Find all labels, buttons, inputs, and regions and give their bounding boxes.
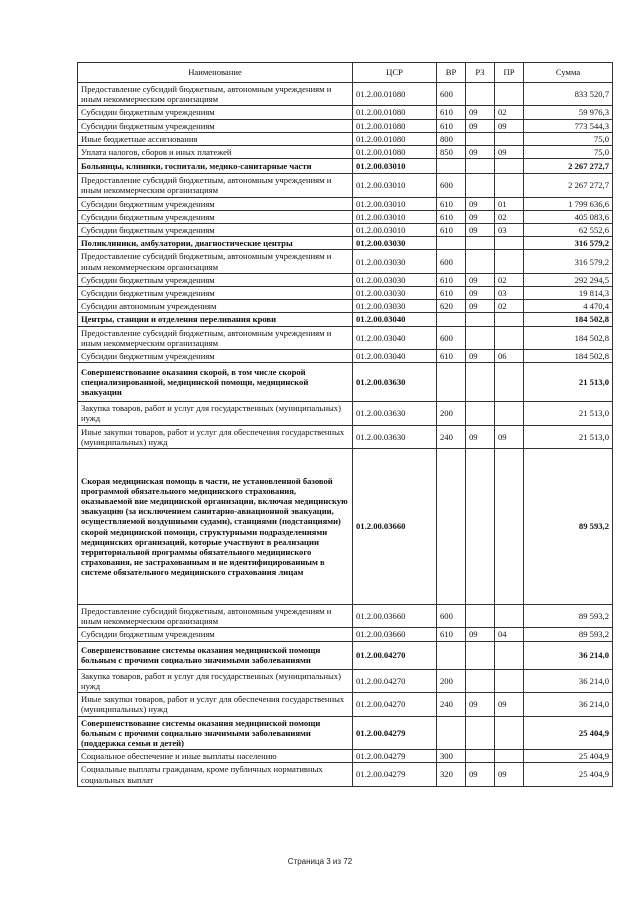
cell-vr: 610	[437, 197, 466, 210]
cell-csr: 01.2.00.03660	[353, 628, 437, 641]
cell-vr: 240	[437, 425, 466, 448]
cell-name: Субсидии бюджетным учреждениям	[78, 273, 353, 286]
cell-rz	[466, 402, 495, 425]
cell-rz: 09	[466, 287, 495, 300]
cell-vr: 600	[437, 605, 466, 628]
cell-csr: 01.2.00.01080	[353, 132, 437, 145]
cell-pr	[495, 669, 524, 692]
cell-rz: 09	[466, 273, 495, 286]
table-row	[78, 363, 613, 402]
cell-csr: 01.2.00.03630	[353, 425, 437, 448]
cell-rz	[466, 716, 495, 750]
cell-rz	[466, 313, 495, 326]
cell-sum: 292 294,5	[524, 273, 613, 286]
cell-sum: 184 502,8	[524, 313, 613, 326]
cell-name: Субсидии бюджетным учреждениям	[78, 106, 353, 119]
cell-csr: 01.2.00.01080	[353, 119, 437, 132]
cell-vr: 850	[437, 146, 466, 159]
cell-name: Скорая медицинская помощь в части, не установленной базовой программой обязательного медицинского страхования, оказываемой вне медицинской организации, включая медицинскую эвакуацию (за исключением санитарно-авиационной эвакуации, осуществляемой воздушными судами), станциями (подстанциями) скорой медицинской помощи, структурными подразделениями медицинских организаций, которые участвуют в реализации территориальной программы обязательного медицинского страхования, не застрахованным и не идентифицированным в системе обязательного медицинского страхования лицам	[78, 449, 353, 605]
cell-csr: 01.2.00.03040	[353, 313, 437, 326]
table-row	[78, 119, 613, 132]
cell-name: Социальные выплаты гражданам, кроме публичных нормативных социальных выплат	[78, 763, 353, 786]
cell-sum: 21 513,0	[524, 363, 613, 402]
cell-vr	[437, 641, 466, 669]
cell-pr	[495, 174, 524, 197]
cell-name: Совершенствование оказания скорой, в том числе скорой специализированной, медицинской помощи, медицинской эвакуации	[78, 363, 353, 402]
table-row	[78, 716, 613, 750]
cell-sum: 36 214,0	[524, 693, 613, 716]
cell-rz: 09	[466, 106, 495, 119]
table-row	[78, 693, 613, 716]
cell-sum: 2 267 272,7	[524, 159, 613, 174]
cell-name: Субсидии бюджетным учреждениям	[78, 197, 353, 210]
cell-csr: 01.2.00.01080	[353, 106, 437, 119]
cell-rz: 09	[466, 628, 495, 641]
cell-name: Уплата налогов, сборов и иных платежей	[78, 146, 353, 159]
table-row	[78, 210, 613, 223]
table-row	[78, 237, 613, 250]
table-row	[78, 106, 613, 119]
cell-vr: 300	[437, 750, 466, 763]
cell-csr: 01.2.00.03040	[353, 326, 437, 349]
cell-sum: 2 267 272,7	[524, 174, 613, 197]
cell-sum: 316 579,2	[524, 250, 613, 273]
cell-vr	[437, 237, 466, 250]
cell-pr	[495, 641, 524, 669]
cell-vr: 200	[437, 669, 466, 692]
table-row	[78, 224, 613, 237]
cell-vr: 610	[437, 106, 466, 119]
cell-pr: 04	[495, 628, 524, 641]
cell-vr: 200	[437, 402, 466, 425]
cell-vr	[437, 313, 466, 326]
cell-vr: 610	[437, 628, 466, 641]
cell-csr: 01.2.00.03030	[353, 287, 437, 300]
cell-sum: 36 214,0	[524, 669, 613, 692]
cell-csr: 01.2.00.04279	[353, 716, 437, 750]
cell-pr	[495, 83, 524, 106]
cell-sum: 21 513,0	[524, 402, 613, 425]
cell-rz: 09	[466, 224, 495, 237]
cell-rz	[466, 641, 495, 669]
table-header-row	[78, 63, 613, 83]
cell-rz: 09	[466, 300, 495, 313]
table-row	[78, 641, 613, 669]
cell-pr	[495, 159, 524, 174]
cell-sum: 62 552,6	[524, 224, 613, 237]
cell-csr: 01.2.00.03010	[353, 197, 437, 210]
cell-csr: 01.2.00.03030	[353, 273, 437, 286]
cell-csr: 01.2.00.03660	[353, 449, 437, 605]
cell-rz	[466, 83, 495, 106]
cell-pr: 06	[495, 350, 524, 363]
cell-name: Субсидии бюджетным учреждениям	[78, 628, 353, 641]
cell-pr: 09	[495, 763, 524, 786]
cell-rz: 09	[466, 350, 495, 363]
cell-sum: 75,0	[524, 146, 613, 159]
cell-vr: 800	[437, 132, 466, 145]
cell-csr: 01.2.00.03010	[353, 210, 437, 223]
table-row	[78, 402, 613, 425]
cell-name: Предоставление субсидий бюджетным, автономным учреждениям и иным некоммерческим организациям	[78, 605, 353, 628]
cell-csr: 01.2.00.03030	[353, 250, 437, 273]
cell-pr: 02	[495, 273, 524, 286]
cell-rz	[466, 605, 495, 628]
cell-rz	[466, 669, 495, 692]
cell-csr: 01.2.00.03030	[353, 300, 437, 313]
cell-vr	[437, 363, 466, 402]
cell-rz: 09	[466, 425, 495, 448]
cell-sum: 89 593,2	[524, 449, 613, 605]
table-row	[78, 449, 613, 605]
cell-vr: 610	[437, 210, 466, 223]
cell-name: Центры, станции и отделения переливания крови	[78, 313, 353, 326]
cell-vr: 320	[437, 763, 466, 786]
cell-pr	[495, 313, 524, 326]
cell-name: Предоставление субсидий бюджетным, автономным учреждениям и иным некоммерческим организациям	[78, 83, 353, 106]
table-row	[78, 273, 613, 286]
cell-vr	[437, 716, 466, 750]
cell-name: Предоставление субсидий бюджетным, автономным учреждениям и иным некоммерческим организациям	[78, 250, 353, 273]
cell-pr	[495, 605, 524, 628]
cell-name: Закупка товаров, работ и услуг для государственных (муниципальных) нужд	[78, 402, 353, 425]
cell-sum: 89 593,2	[524, 605, 613, 628]
cell-sum: 89 593,2	[524, 628, 613, 641]
column-header-name: Наименование	[78, 63, 353, 83]
cell-sum: 25 404,9	[524, 716, 613, 750]
cell-vr: 600	[437, 326, 466, 349]
table-row	[78, 605, 613, 628]
cell-pr	[495, 237, 524, 250]
cell-vr: 610	[437, 287, 466, 300]
cell-name: Больницы, клиники, госпитали, медико-санитарные части	[78, 159, 353, 174]
cell-vr: 620	[437, 300, 466, 313]
cell-pr: 09	[495, 425, 524, 448]
cell-vr	[437, 159, 466, 174]
table-row	[78, 350, 613, 363]
cell-pr	[495, 363, 524, 402]
cell-vr: 600	[437, 83, 466, 106]
column-header-pr: ПР	[495, 63, 524, 83]
column-header-rz: РЗ	[466, 63, 495, 83]
cell-rz	[466, 132, 495, 145]
cell-vr: 600	[437, 174, 466, 197]
table-row	[78, 669, 613, 692]
cell-sum: 75,0	[524, 132, 613, 145]
table-row	[78, 326, 613, 349]
table-row	[78, 763, 613, 786]
cell-name: Совершенствование системы оказания медицинской помощи больным с прочими социально значимыми заболеваниями	[78, 641, 353, 669]
cell-pr: 09	[495, 146, 524, 159]
cell-pr	[495, 326, 524, 349]
cell-name: Субсидии бюджетным учреждениям	[78, 224, 353, 237]
table-row	[78, 300, 613, 313]
cell-csr: 01.2.00.04279	[353, 763, 437, 786]
cell-sum: 773 544,3	[524, 119, 613, 132]
table-row	[78, 287, 613, 300]
cell-sum: 59 976,3	[524, 106, 613, 119]
cell-pr: 02	[495, 300, 524, 313]
cell-rz	[466, 159, 495, 174]
cell-sum: 1 799 636,6	[524, 197, 613, 210]
cell-sum: 21 513,0	[524, 425, 613, 448]
table-row	[78, 313, 613, 326]
column-header-csr: ЦСР	[353, 63, 437, 83]
cell-rz	[466, 250, 495, 273]
cell-rz: 09	[466, 197, 495, 210]
column-header-sum: Сумма	[524, 63, 613, 83]
cell-sum: 184 502,8	[524, 326, 613, 349]
cell-pr	[495, 449, 524, 605]
cell-sum: 19 814,3	[524, 287, 613, 300]
cell-pr: 09	[495, 119, 524, 132]
cell-rz	[466, 449, 495, 605]
cell-vr: 600	[437, 250, 466, 273]
cell-pr	[495, 716, 524, 750]
cell-pr: 03	[495, 287, 524, 300]
cell-sum: 316 579,2	[524, 237, 613, 250]
cell-name: Совершенствование системы оказания медицинской помощи больным с прочими социально значимыми заболеваниями (поддержка семьи и детей)	[78, 716, 353, 750]
cell-vr: 610	[437, 350, 466, 363]
table-row	[78, 159, 613, 174]
cell-vr: 240	[437, 693, 466, 716]
cell-csr: 01.2.00.01080	[353, 83, 437, 106]
cell-rz	[466, 174, 495, 197]
cell-name: Предоставление субсидий бюджетным, автономным учреждениям и иным некоммерческим организациям	[78, 326, 353, 349]
cell-name: Субсидии бюджетным учреждениям	[78, 350, 353, 363]
cell-csr: 01.2.00.03040	[353, 350, 437, 363]
cell-name: Социальное обеспечение и иные выплаты населению	[78, 750, 353, 763]
page-number: Страница 3 из 72	[287, 857, 353, 866]
cell-sum: 405 083,6	[524, 210, 613, 223]
cell-csr: 01.2.00.03660	[353, 605, 437, 628]
cell-pr: 02	[495, 106, 524, 119]
cell-csr: 01.2.00.03010	[353, 224, 437, 237]
table-row	[78, 197, 613, 210]
cell-csr: 01.2.00.04270	[353, 693, 437, 716]
cell-csr: 01.2.00.03010	[353, 159, 437, 174]
cell-csr: 01.2.00.03630	[353, 363, 437, 402]
cell-rz: 09	[466, 210, 495, 223]
cell-csr: 01.2.00.03010	[353, 174, 437, 197]
cell-sum: 25 404,9	[524, 763, 613, 786]
table-row	[78, 425, 613, 448]
cell-rz: 09	[466, 763, 495, 786]
cell-pr: 03	[495, 224, 524, 237]
cell-name: Иные закупки товаров, работ и услуг для обеспечения государственных (муниципальных) нужд	[78, 425, 353, 448]
cell-sum: 36 214,0	[524, 641, 613, 669]
table-row	[78, 174, 613, 197]
cell-csr: 01.2.00.04270	[353, 669, 437, 692]
cell-name: Закупка товаров, работ и услуг для государственных (муниципальных) нужд	[78, 669, 353, 692]
cell-rz	[466, 750, 495, 763]
cell-name: Иные бюджетные ассигнования	[78, 132, 353, 145]
table-row	[78, 132, 613, 145]
budget-table	[77, 62, 613, 787]
cell-pr	[495, 750, 524, 763]
cell-rz: 09	[466, 146, 495, 159]
column-header-vr: ВР	[437, 63, 466, 83]
table-row	[78, 750, 613, 763]
cell-pr	[495, 132, 524, 145]
cell-csr: 01.2.00.04279	[353, 750, 437, 763]
cell-name: Предоставление субсидий бюджетным, автономным учреждениям и иным некоммерческим организациям	[78, 174, 353, 197]
cell-csr: 01.2.00.03630	[353, 402, 437, 425]
cell-rz: 09	[466, 693, 495, 716]
cell-csr: 01.2.00.03030	[353, 237, 437, 250]
cell-vr: 610	[437, 224, 466, 237]
cell-pr	[495, 402, 524, 425]
table-row	[78, 83, 613, 106]
cell-vr: 610	[437, 119, 466, 132]
cell-name: Поликлиники, амбулатории, диагностические центры	[78, 237, 353, 250]
cell-name: Субсидии бюджетным учреждениям	[78, 210, 353, 223]
cell-rz	[466, 363, 495, 402]
cell-csr: 01.2.00.04270	[353, 641, 437, 669]
table-row	[78, 250, 613, 273]
cell-vr: 610	[437, 273, 466, 286]
table-body	[78, 83, 613, 787]
table-row	[78, 628, 613, 641]
cell-csr: 01.2.00.01080	[353, 146, 437, 159]
cell-vr	[437, 449, 466, 605]
cell-name: Субсидии бюджетным учреждениям	[78, 119, 353, 132]
cell-pr: 01	[495, 197, 524, 210]
cell-sum: 833 520,7	[524, 83, 613, 106]
cell-rz	[466, 237, 495, 250]
cell-name: Иные закупки товаров, работ и услуг для обеспечения государственных (муниципальных) нужд	[78, 693, 353, 716]
table-row	[78, 146, 613, 159]
cell-rz: 09	[466, 119, 495, 132]
cell-sum: 4 470,4	[524, 300, 613, 313]
cell-sum: 184 502,8	[524, 350, 613, 363]
cell-name: Субсидии бюджетным учреждениям	[78, 287, 353, 300]
cell-name: Субсидии автономным учреждениям	[78, 300, 353, 313]
cell-pr: 09	[495, 693, 524, 716]
cell-pr	[495, 250, 524, 273]
cell-pr: 02	[495, 210, 524, 223]
cell-sum: 25 404,9	[524, 750, 613, 763]
cell-rz	[466, 326, 495, 349]
